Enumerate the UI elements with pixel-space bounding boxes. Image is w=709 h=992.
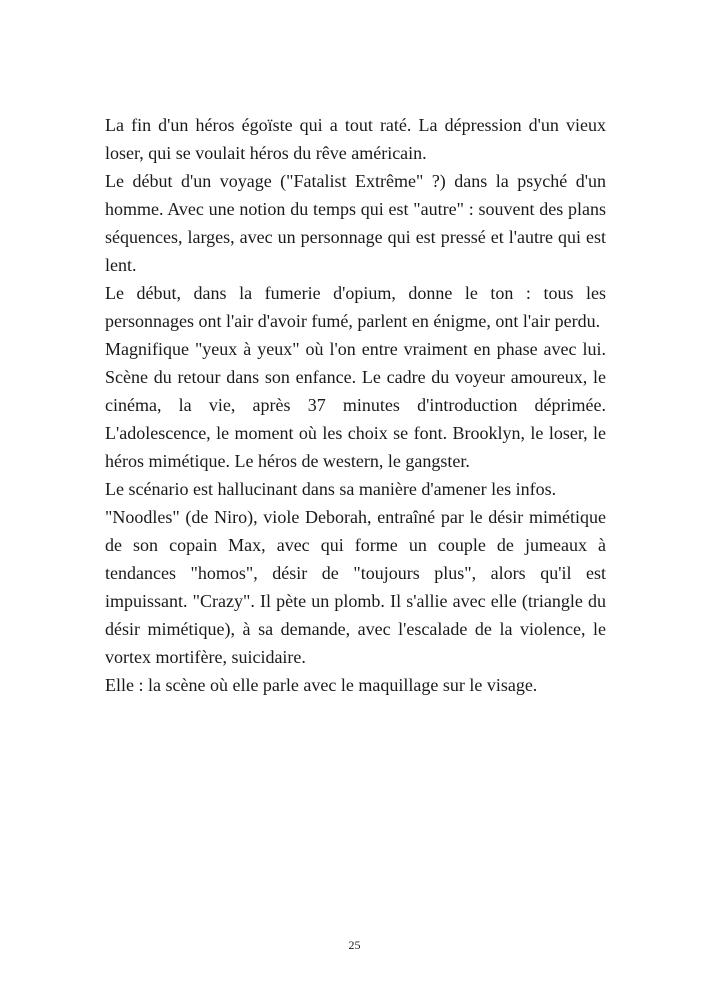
paragraph: "Noodles" (de Niro), viole Deborah, entraîné par le désir mimétique de son copain Max, avec qui forme un couple de jumeaux à tendances "homos", désir de "toujours plus", alors qu'il est impuissant. "Crazy". Il pète un plomb. Il s'allie avec elle (triangle du désir mimétique), à sa demande, avec l'escalade de la violence, le vortex mortifère, suicidaire.: [105, 507, 606, 667]
paragraph: La fin d'un héros égoïste qui a tout raté. La dépression d'un vieux loser, qui se voulait héros du rêve américain.: [105, 115, 606, 163]
body-text: [105, 111, 606, 699]
paragraph: Le début, dans la fumerie d'opium, donne le ton : tous les personnages ont l'air d'avoir fumé, parlent en énigme, ont l'air perdu.: [105, 283, 606, 331]
paragraph: Elle : la scène où elle parle avec le maquillage sur le visage.: [105, 675, 538, 695]
paragraph: Le scénario est hallucinant dans sa manière d'amener les infos.: [105, 479, 557, 499]
paragraph: Magnifique "yeux à yeux" où l'on entre vraiment en phase avec lui. Scène du retour dans son enfance. Le cadre du voyeur amoureux, le cinéma, la vie, après 37 minutes d'introduction déprimée. L'adolescence, le moment où les choix se font. Brooklyn, le loser, le héros mimétique. Le héros de western, le gangster.: [105, 339, 606, 471]
page-number: 25: [348, 938, 361, 952]
paragraph: Le début d'un voyage ("Fatalist Extrême" ?) dans la psyché d'un homme. Avec une notion du temps qui est "autre" : souvent des plans séquences, larges, avec un personnage qui est pressé et l'autre qui est lent.: [105, 171, 606, 275]
